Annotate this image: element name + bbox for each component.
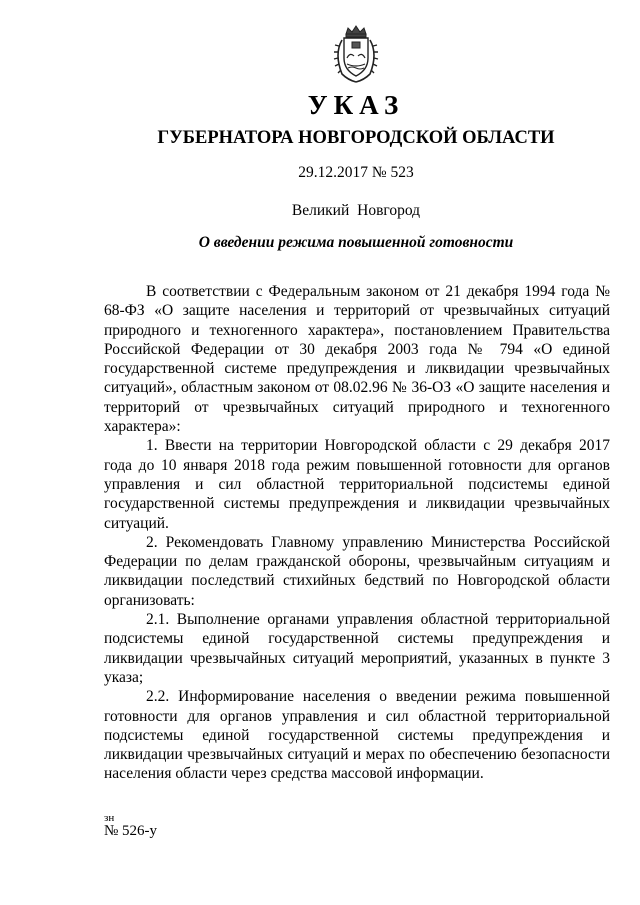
- paragraph-1: 1. Ввести на территории Новгородской области с 29 декабря 2017 года до 10 января 2018 года режим повышенной готовности для органов управления и сил областной территориальной подсистемы единой государственной системы предупреждения и ликвидации чрезвычайных ситуаций.: [104, 437, 610, 532]
- registration-footer: [104, 812, 157, 839]
- document-title: УКАЗ: [307, 90, 405, 120]
- coat-of-arms-icon: [330, 24, 382, 84]
- document-heading: О введении режима повышенной готовности: [198, 234, 514, 251]
- paragraph-2: 2. Рекомендовать Главному управлению Министерства Российской Федерации по делам гражданской обороны, чрезвычайным ситуациям и ликвидации последствий стихийных бедствий по Новгородской области организовать:: [104, 533, 610, 609]
- issuer-title: ГУБЕРНАТОРА НОВГОРОДСКОЙ ОБЛАСТИ: [157, 128, 555, 148]
- paragraph-2-1: 2.1. Выполнение органами управления областной территориальной подсистемы единой государственной системы предупреждения и ликвидации чрезвычайных ситуаций мероприятий, указанных в пункте 3 указа;: [104, 611, 610, 686]
- date-and-number: 29.12.2017 № 523: [298, 164, 414, 181]
- city-name: Великий Новгород: [291, 202, 421, 219]
- paragraph-2-2: 2.2. Информирование населения о введении режима повышенной готовности для органов управления и сил областной территориальной подсистемы единой государственной системы предупреждения и ликвидации чрезвычайных ситуаций и мерах по обеспечению безопасности населения области через средства массовой информации.: [104, 688, 610, 783]
- paragraph-preamble: В соответствии с Федеральным законом от 21 декабря 1994 года № 68-ФЗ «О защите населения и территорий от чрезвычайных ситуаций природного и техногенного характера», постановлением Правительства Российской Федерации от 30 декабря 2003 года № 794 «О единой государственной системе предупреждения и ликвидации чрезвычайных ситуаций», областным законом от 08.02.96 № 36-ОЗ «О защите населения и территорий от чрезвычайных ситуаций природного и техногенного характера»:: [104, 283, 610, 436]
- document-body: [104, 282, 610, 784]
- footer-mark: зн: [104, 812, 115, 824]
- registration-number: № 526-у: [104, 823, 158, 839]
